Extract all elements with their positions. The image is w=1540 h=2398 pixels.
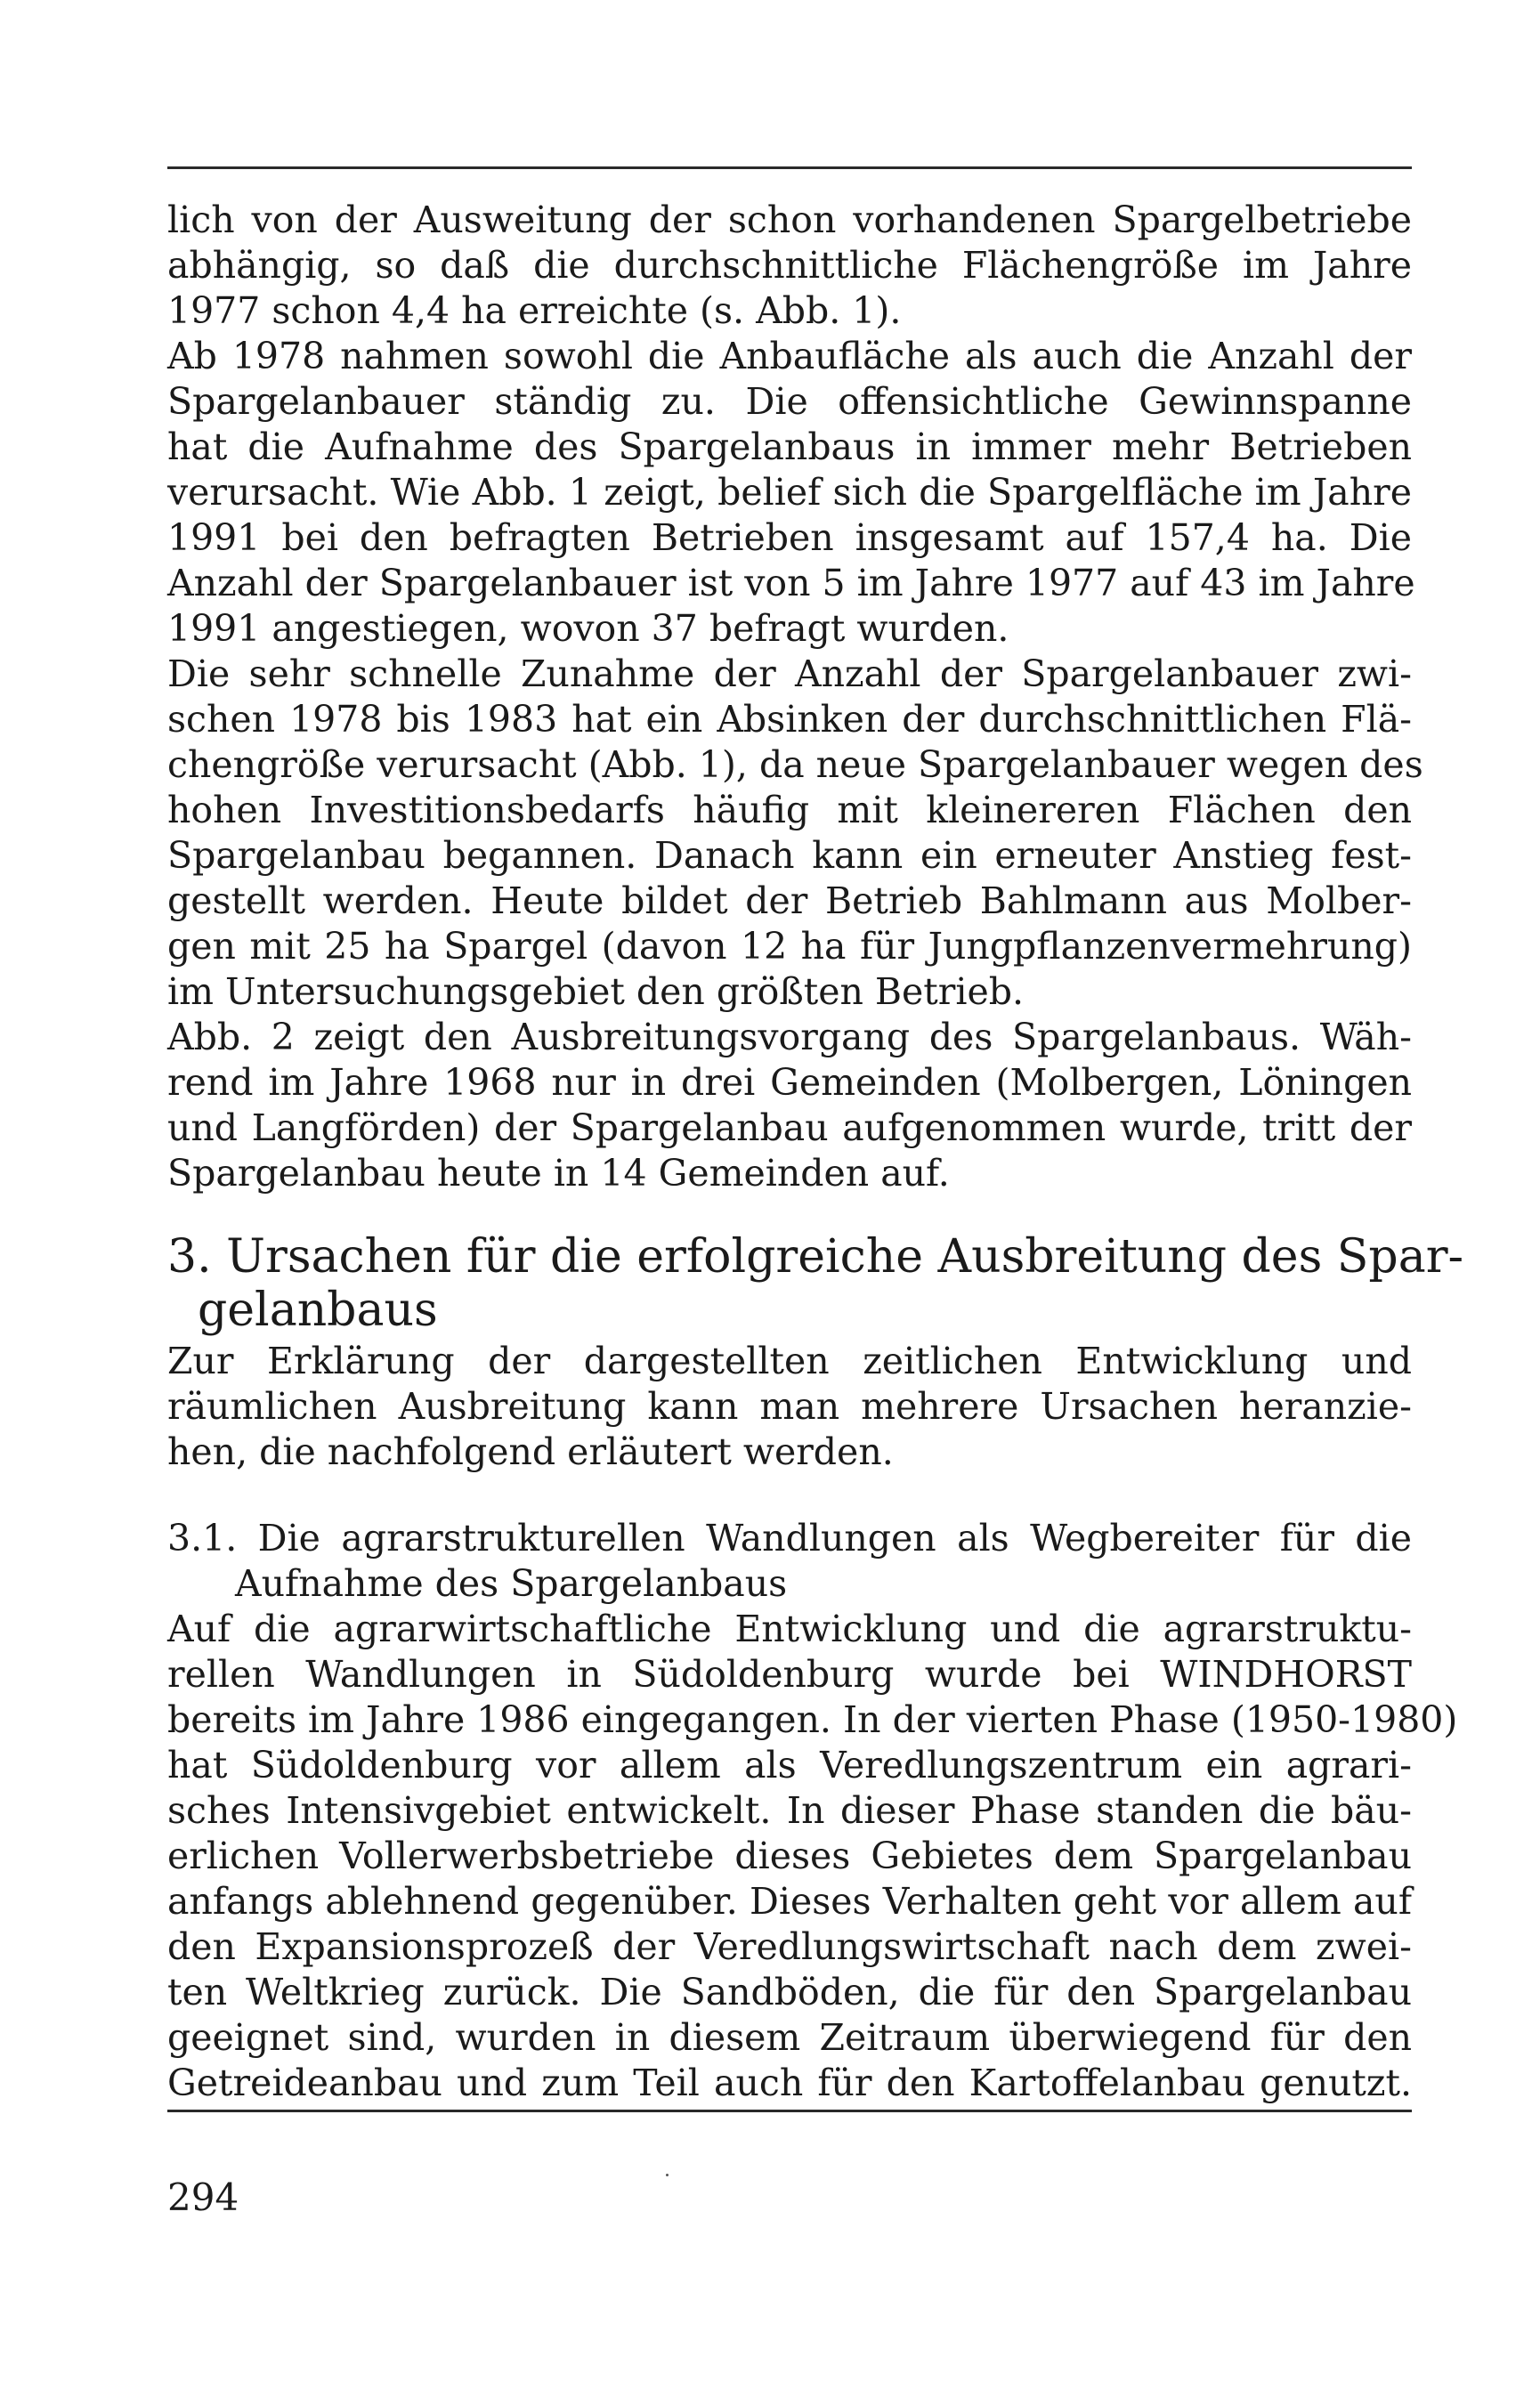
text-line: abhängig, so daß die durchschnittliche Flächengröße im Jahre <box>167 244 1412 287</box>
text-line: Ab 1978 nahmen sowohl die Anbaufläche als auch die Anzahl der <box>167 335 1412 377</box>
text-line: Die sehr schnelle Zunahme der Anzahl der Spargelanbauer zwi- <box>167 652 1412 695</box>
text-line: geeignet sind, wurden in diesem Zeitraum überwiegend für den <box>167 2016 1412 2059</box>
text-line: rend im Jahre 1968 nur in drei Gemeinden (Molbergen, Löningen <box>167 1061 1412 1104</box>
text-line: anfangs ablehnend gegenüber. Dieses Verhalten geht vor allem auf <box>167 1880 1412 1923</box>
paragraph-1978 <box>167 334 1415 652</box>
text-line: sches Intensivgebiet entwickelt. In dieser Phase standen die bäu- <box>167 1789 1412 1832</box>
top-rule <box>167 166 1412 169</box>
text-line: hen, die nachfolgend erläutert werden. <box>167 1430 894 1473</box>
text-line: hohen Investitionsbedarfs häufig mit kleinereren Flächen den <box>167 789 1412 831</box>
section-3-heading <box>167 1230 1464 1337</box>
section-3-1-heading <box>167 1516 1412 1607</box>
text-line: und Langförden) der Spargelanbau aufgenommen wurde, tritt der <box>167 1106 1412 1149</box>
section-3-1-body <box>167 1607 1458 2106</box>
text-line: 1991 bei den befragten Betrieben insgesamt auf 157,4 ha. Die <box>167 516 1412 559</box>
text-line: Zur Erklärung der dargestellten zeitlichen Entwicklung und <box>167 1340 1412 1382</box>
text-line: räumlichen Ausbreitung kann man mehrere Ursachen heranzie- <box>167 1385 1412 1428</box>
text-line: lich von der Ausweitung der schon vorhandenen Spargelbetriebe <box>167 198 1412 241</box>
text-line: Spargelanbauer ständig zu. Die offensichtliche Gewinnspanne <box>167 380 1412 423</box>
bottom-rule <box>167 2110 1412 2112</box>
text-line: Spargelanbau heute in 14 Gemeinden auf. <box>167 1152 950 1195</box>
page-number: 294 <box>167 2175 239 2219</box>
scan-speck <box>666 2174 669 2176</box>
heading-line: Aufnahme des Spargelanbaus <box>235 1562 788 1605</box>
text-line: gestellt werden. Heute bildet der Betrieb Bahlmann aus Molber- <box>167 879 1412 922</box>
text-line: den Expansionsprozeß der Veredlungswirtschaft nach dem zwei- <box>167 1925 1412 1968</box>
text-line: 1977 schon 4,4 ha erreichte (s. Abb. 1). <box>167 289 902 332</box>
text-line: im Untersuchungsgebiet den größten Betrieb. <box>167 970 1025 1013</box>
text-line: Getreideanbau und zum Teil auch für den Kartoffelanbau genutzt. <box>167 2062 1412 2104</box>
text-line: ten Weltkrieg zurück. Die Sandböden, die für den Spargelanbau <box>167 1971 1412 2013</box>
text-line: verursacht. Wie Abb. 1 zeigt, belief sich die Spargelfläche im Jahre <box>167 471 1412 514</box>
text-line: erlichen Vollerwerbsbetriebe dieses Gebietes dem Spargelanbau <box>167 1835 1412 1877</box>
text-line: Spargelanbau begannen. Danach kann ein erneuter Anstieg fest- <box>167 834 1412 877</box>
heading-line: 3. Ursachen für die erfolgreiche Ausbreitung des Spar- <box>167 1230 1464 1284</box>
text-line: chengröße verursacht (Abb. 1), da neue Spargelanbauer wegen des <box>167 743 1423 786</box>
heading-line: 3.1. Die agrarstrukturellen Wandlungen als Wegbereiter für die <box>167 1517 1412 1560</box>
page-body <box>167 198 1464 2106</box>
paragraph-intro <box>167 198 1412 334</box>
text-line: bereits im Jahre 1986 eingegangen. In der vierten Phase (1950-1980) <box>167 1698 1458 1741</box>
text-line: gen mit 25 ha Spargel (davon 12 ha für Jungpflanzenvermehrung) <box>167 925 1412 968</box>
text-line: 1991 angestiegen, wovon 37 befragt wurden. <box>167 607 1009 650</box>
text-line: Anzahl der Spargelanbauer ist von 5 im Jahre 1977 auf 43 im Jahre <box>167 562 1415 604</box>
section-3-body <box>167 1339 1412 1475</box>
text-line: hat Südoldenburg vor allem als Veredlungszentrum ein agrari- <box>167 1744 1412 1786</box>
heading-line: gelanbaus <box>198 1284 438 1337</box>
text-line: rellen Wandlungen in Südoldenburg wurde bei WINDHORST <box>167 1653 1412 1696</box>
text-line: schen 1978 bis 1983 hat ein Absinken der durchschnittlichen Flä- <box>167 698 1412 741</box>
paragraph-abb2 <box>167 1015 1412 1196</box>
text-line: Abb. 2 zeigt den Ausbreitungsvorgang des Spargelanbaus. Wäh- <box>167 1016 1412 1058</box>
text-line: hat die Aufnahme des Spargelanbaus in immer mehr Betrieben <box>167 425 1412 468</box>
paragraph-growth <box>167 652 1423 1015</box>
text-line: Auf die agrarwirtschaftliche Entwicklung und die agrarstruktu- <box>167 1608 1412 1650</box>
